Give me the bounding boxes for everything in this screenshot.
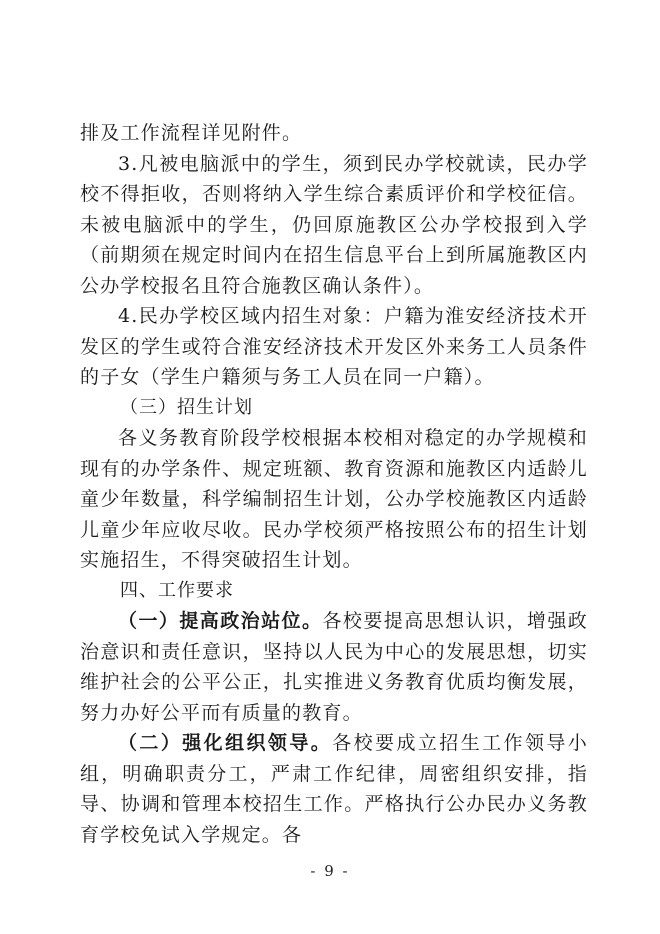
section-heading-enrollment-plan: （三）招生计划 (120, 396, 253, 418)
page-number: - 9 - (310, 862, 350, 880)
paragraph-organization-leadership (80, 728, 588, 850)
paragraph-lead-organization-leadership: （二）强化组织领导。 (118, 732, 333, 754)
paragraph-lead-political-stance: （一）提高政治站位。 (118, 610, 323, 632)
paragraph-political-stance (80, 606, 588, 728)
paragraph-body-political-stance: 各校要提高思想认识，增强政治意识和责任意识，坚持以人民为中心的发展思想，切实维护社会的公平公正，扎实推进义务教育优质均衡发展，努力办好公平而有质量的教育。 (80, 610, 588, 724)
paragraph-continuation: 排及工作流程详见附件。 (80, 122, 303, 144)
paragraph-body-organization-leadership: 各校要成立招生工作领导小组，明确职责分工，严肃工作纪律，周密组织安排，指导、协调和管理本校招生工作。严格执行公办民办义务教育学校免试入学规定。各 (80, 732, 588, 846)
section-heading-work-requirements: 四、工作要求 (120, 579, 234, 601)
paragraph-enrollment-plan: 各义务教育阶段学校根据本校相对稳定的办学规模和现有的办学条件、规定班额、教育资源和施教区内适龄儿童少年数量，科学编制招生计划，公办学校施教区内适龄儿童少年应收尽收。民办学校须严格按照公布的招生计划实施招生，不得突破招生计划。 (80, 427, 588, 571)
paragraph-item-3: 3.凡被电脑派中的学生，须到民办学校就读，民办学校不得拒收，否则将纳入学生综合素质评价和学校征信。未被电脑派中的学生，仍回原施教区公办学校报到入学（前期须在规定时间内在招生信息平台上到所属施教区内公办学校报名且符合施教区确认条件）。 (80, 152, 588, 297)
paragraph-item-4: 4.民办学校区域内招生对象：户籍为淮安经济技术开发区的学生或符合淮安经济技术开发区外来务工人员条件的子女（学生户籍须与务工人员在同一户籍）。 (80, 305, 588, 388)
document-body (80, 118, 588, 850)
